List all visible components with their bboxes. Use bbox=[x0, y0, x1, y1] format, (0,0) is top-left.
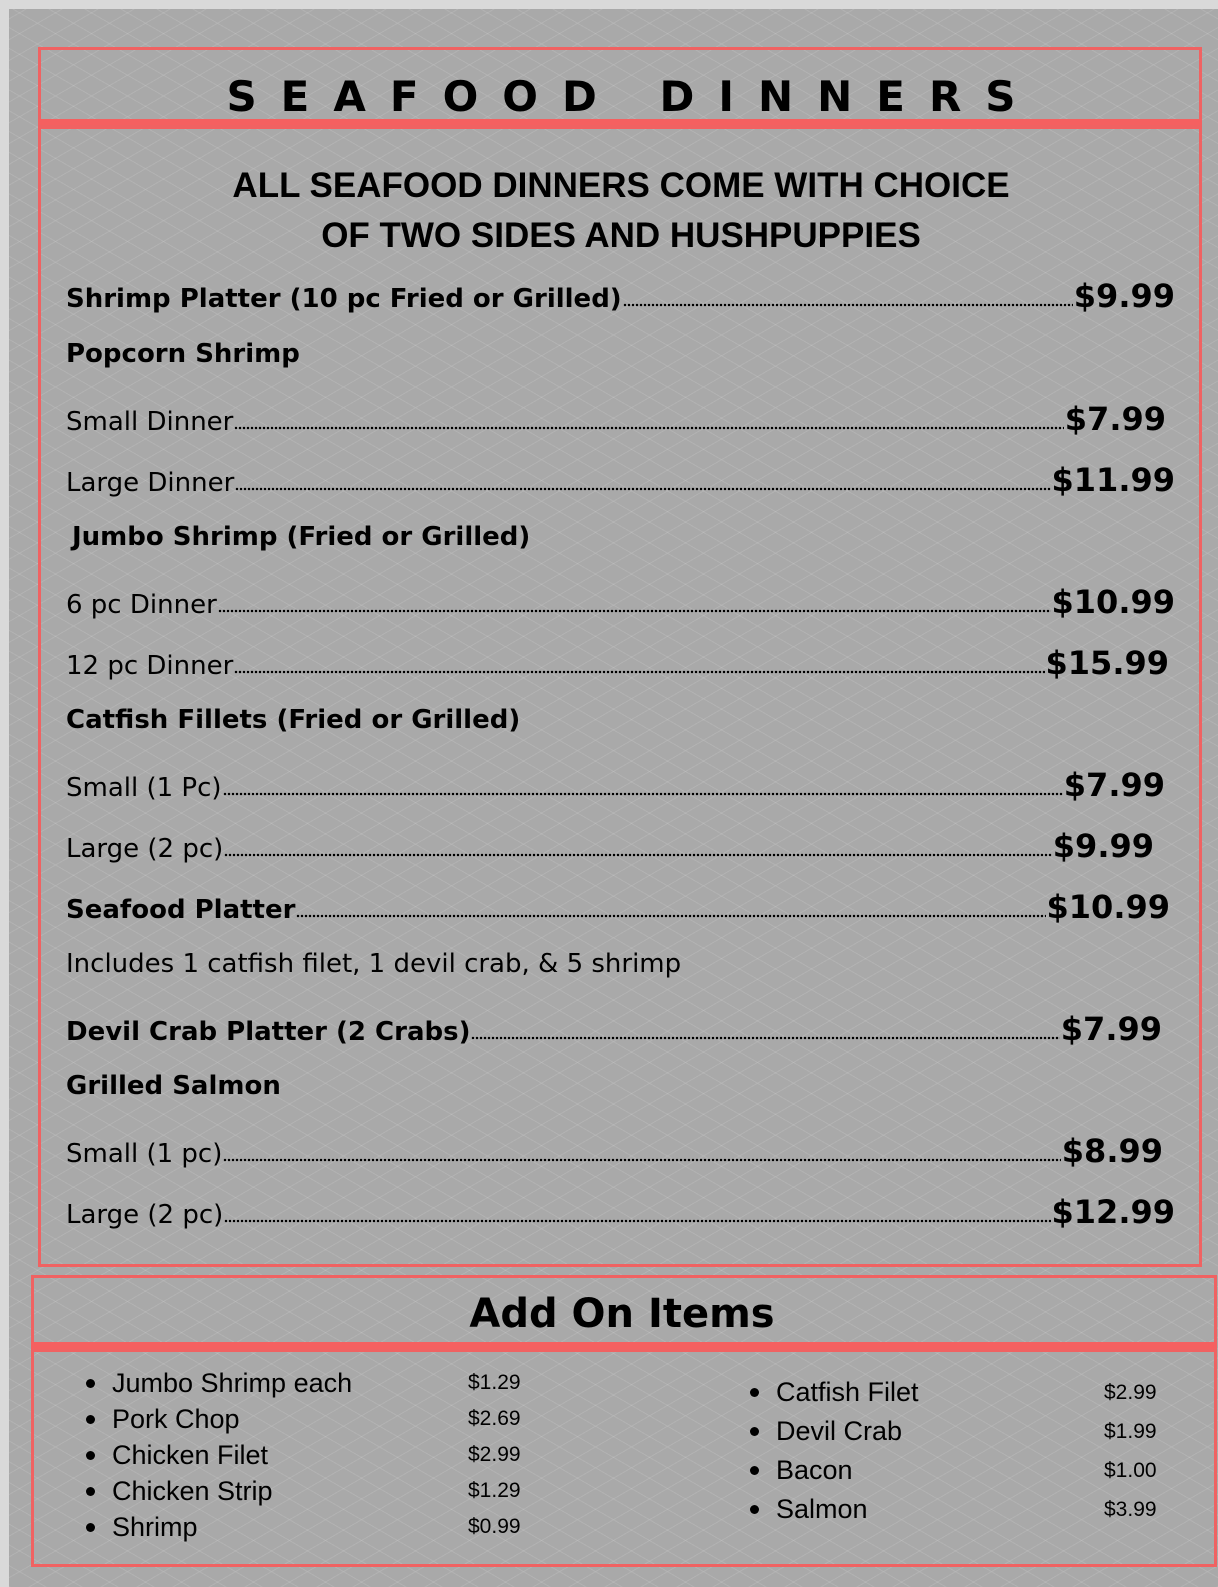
menu-item-price: $10.99 bbox=[1051, 583, 1175, 621]
addon-item-price: $2.69 bbox=[468, 1407, 521, 1430]
addon-item-name: Catfish Filet bbox=[776, 1377, 919, 1407]
menu-item-price: $9.99 bbox=[1052, 827, 1154, 865]
menu-item bbox=[66, 1193, 1175, 1231]
dot-leader bbox=[623, 277, 1073, 315]
menu-item-price: $11.99 bbox=[1051, 461, 1175, 499]
menu-item-name: Popcorn Shrimp bbox=[66, 339, 300, 369]
bullet-icon bbox=[86, 1451, 95, 1460]
addon-item bbox=[86, 1365, 586, 1401]
addon-item-price: $0.99 bbox=[468, 1515, 521, 1538]
dot-leader bbox=[234, 400, 1063, 438]
addon-item bbox=[750, 1451, 1190, 1490]
addon-item bbox=[86, 1473, 586, 1509]
menu-item bbox=[66, 888, 1170, 926]
bullet-icon bbox=[750, 1505, 759, 1514]
bullet-icon bbox=[750, 1388, 759, 1397]
bullet-icon bbox=[86, 1379, 95, 1388]
addon-item-price: $3.99 bbox=[1104, 1497, 1157, 1521]
addon-item-price: $2.99 bbox=[468, 1443, 521, 1466]
addon-item-price: $1.29 bbox=[468, 1371, 521, 1394]
addon-item bbox=[750, 1490, 1190, 1529]
menu-item bbox=[66, 827, 1154, 865]
dot-leader bbox=[235, 461, 1050, 499]
menu-item-price: $15.99 bbox=[1045, 644, 1169, 682]
menu-item-price: $7.99 bbox=[1064, 400, 1166, 438]
menu-item-price: $9.99 bbox=[1073, 277, 1175, 315]
addon-title: Add On Items bbox=[469, 1291, 775, 1337]
dot-leader bbox=[471, 1010, 1059, 1048]
menu-page bbox=[9, 9, 1218, 1587]
bullet-icon bbox=[86, 1487, 95, 1496]
addon-item-name: Chicken Filet bbox=[112, 1439, 269, 1470]
menu-item bbox=[66, 400, 1166, 438]
addon-item-name: Chicken Strip bbox=[112, 1475, 273, 1506]
addon-item-name: Bacon bbox=[776, 1455, 853, 1485]
addon-item-price: $1.29 bbox=[468, 1479, 521, 1502]
menu-item-name: Jumbo Shrimp (Fried or Grilled) bbox=[72, 522, 531, 552]
addon-item-name: Salmon bbox=[776, 1494, 868, 1524]
dot-leader bbox=[224, 827, 1051, 865]
menu-item-price: $8.99 bbox=[1061, 1132, 1163, 1170]
menu-item bbox=[72, 522, 530, 552]
menu-item bbox=[66, 1132, 1163, 1170]
dot-leader bbox=[224, 1193, 1050, 1231]
menu-item-name: Small (1 pc) bbox=[66, 1139, 223, 1169]
intro-line-1: ALL SEAFOOD DINNERS COME WITH CHOICE bbox=[232, 166, 1010, 205]
addon-item-name: Jumbo Shrimp each bbox=[112, 1367, 353, 1398]
menu-item bbox=[66, 461, 1175, 499]
menu-item-name: Small Dinner bbox=[66, 407, 234, 437]
menu-item-name: Grilled Salmon bbox=[66, 1071, 281, 1101]
menu-item-name: Includes 1 catfish filet, 1 devil crab, & 5 shrimp bbox=[66, 949, 682, 979]
addon-item-price: $1.00 bbox=[1104, 1458, 1157, 1482]
menu-item-name: 6 pc Dinner bbox=[66, 590, 217, 620]
addon-item-price: $2.99 bbox=[1104, 1380, 1157, 1404]
menu-item bbox=[66, 705, 520, 735]
addon-list-left bbox=[86, 1365, 586, 1545]
menu-item-name: Seafood Platter bbox=[66, 895, 296, 925]
bullet-icon bbox=[86, 1415, 95, 1424]
dot-leader bbox=[296, 888, 1045, 926]
addon-item bbox=[86, 1437, 586, 1473]
dot-leader bbox=[234, 644, 1044, 682]
menu-item-name: Small (1 Pc) bbox=[66, 773, 222, 803]
page-title: SEAFOOD DINNERS bbox=[226, 71, 1040, 121]
menu-item bbox=[66, 949, 681, 979]
bullet-icon bbox=[86, 1523, 95, 1532]
bullet-icon bbox=[750, 1466, 759, 1475]
addon-item bbox=[86, 1401, 586, 1437]
addon-item-name: Pork Chop bbox=[112, 1403, 240, 1434]
menu-item-name: Large (2 pc) bbox=[66, 1200, 224, 1230]
intro-line-2: OF TWO SIDES AND HUSHPUPPIES bbox=[321, 216, 921, 255]
intro-text bbox=[49, 161, 1193, 261]
menu-item-name: Catfish Fillets (Fried or Grilled) bbox=[66, 705, 521, 735]
menu-item bbox=[66, 766, 1165, 804]
menu-item-name: Shrimp Platter (10 pc Fried or Grilled) bbox=[66, 284, 622, 314]
addon-item-price: $1.99 bbox=[1104, 1419, 1157, 1443]
menu-item bbox=[66, 1010, 1162, 1048]
menu-item-price: $7.99 bbox=[1063, 766, 1165, 804]
menu-item bbox=[66, 583, 1175, 621]
menu-item bbox=[66, 277, 1175, 315]
addon-item bbox=[750, 1373, 1190, 1412]
menu-item bbox=[66, 1071, 281, 1101]
addon-item bbox=[750, 1412, 1190, 1451]
menu-item-price: $12.99 bbox=[1051, 1193, 1175, 1231]
menu-item-name: Large (2 pc) bbox=[66, 834, 224, 864]
menu-item-price: $7.99 bbox=[1060, 1010, 1162, 1048]
menu-item bbox=[66, 644, 1169, 682]
dot-leader bbox=[218, 583, 1051, 621]
dot-leader bbox=[223, 1132, 1060, 1170]
menu-item-name: Large Dinner bbox=[66, 468, 235, 498]
menu-item-name: Devil Crab Platter (2 Crabs) bbox=[66, 1017, 471, 1047]
addon-item bbox=[86, 1509, 586, 1545]
addon-list-right bbox=[750, 1373, 1190, 1529]
menu-item bbox=[66, 339, 300, 369]
addon-item-name: Devil Crab bbox=[776, 1416, 903, 1446]
bullet-icon bbox=[750, 1427, 759, 1436]
dot-leader bbox=[223, 766, 1063, 804]
menu-item-name: 12 pc Dinner bbox=[66, 651, 234, 681]
addon-item-name: Shrimp bbox=[112, 1511, 198, 1542]
menu-item-price: $10.99 bbox=[1046, 888, 1170, 926]
